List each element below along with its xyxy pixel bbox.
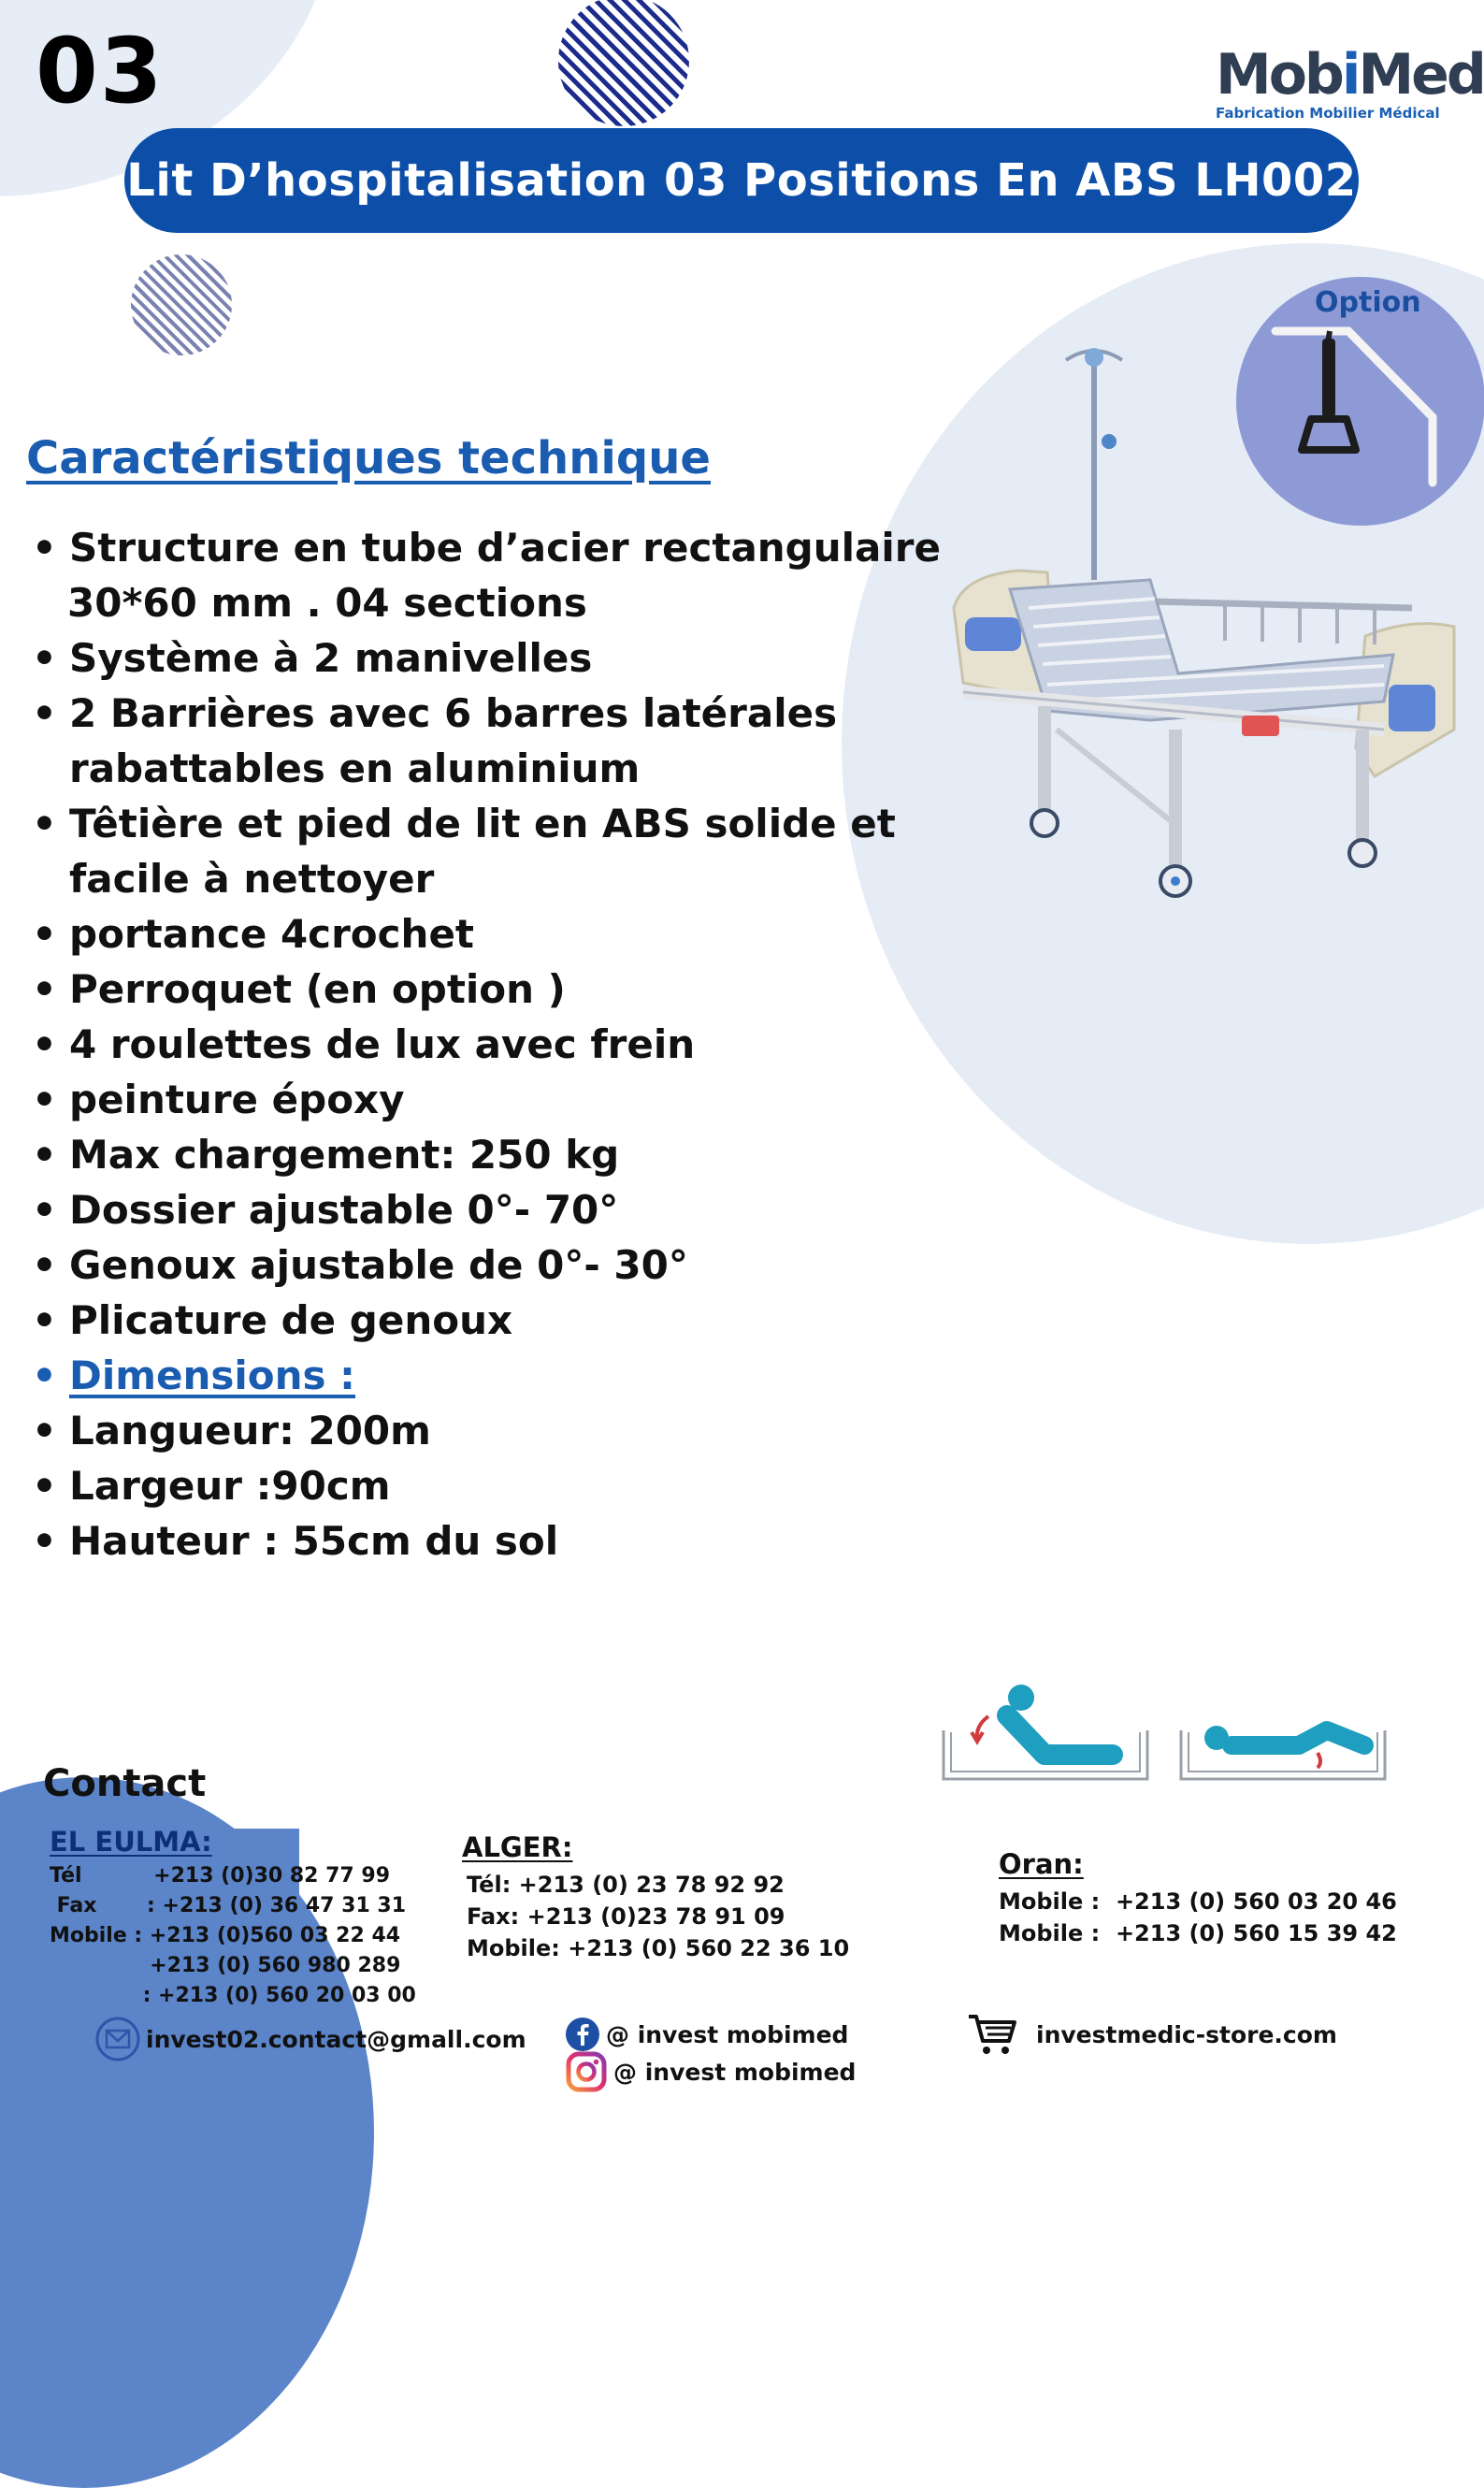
contact-line: Fax: +213 (0)23 78 91 09 xyxy=(467,1903,785,1930)
contact-heading: Contact xyxy=(43,1762,207,1805)
knee-position-icon xyxy=(1181,1726,1385,1779)
contact-line: Fax : +213 (0) 36 47 31 31 xyxy=(50,1894,407,1917)
spec-item: • 2 Barrières avec 6 barres latérales xyxy=(28,686,963,741)
facebook-icon xyxy=(565,2017,600,2052)
spec-item: • Structure en tube d’acier rectangulaire xyxy=(28,520,963,575)
facebook-contact[interactable] xyxy=(565,2017,848,2052)
el-eulma-contacts xyxy=(50,1861,416,2011)
bed-position-icons xyxy=(940,1674,1389,1791)
spec-item: • peinture époxy xyxy=(28,1072,963,1127)
specs-heading: Caractéristiques technique xyxy=(26,432,711,485)
spec-item-continuation: facile à nettoyer xyxy=(69,856,435,902)
specs-list xyxy=(28,520,963,1569)
page-title: Lit D’hospitalisation 03 Positions En ABS LH002 xyxy=(124,128,1359,233)
shopping-cart-icon xyxy=(967,2011,1019,2058)
alger-contacts xyxy=(467,1869,849,1964)
website-link[interactable]: investmedic-store.com xyxy=(1036,2020,1337,2048)
spec-item: • Perroquet (en option ) xyxy=(28,962,963,1017)
email-contact[interactable] xyxy=(95,2017,526,2061)
brand-tagline: Fabrication Mobilier Médical xyxy=(1216,105,1440,122)
facebook-handle[interactable]: @ invest mobimed xyxy=(606,2020,849,2048)
brand-name: MobiMed xyxy=(1216,42,1484,108)
striped-circle-decoration xyxy=(558,0,689,126)
backrest-position-icon xyxy=(944,1685,1147,1779)
spec-item: • Hauteur : 55cm du sol xyxy=(28,1513,963,1569)
spec-item-continuation: 30*60 mm . 04 sections xyxy=(67,580,587,626)
hospital-bed-image xyxy=(944,337,1468,898)
spec-item: • Système à 2 manivelles xyxy=(28,630,963,686)
spec-item: • Largeur :90cm xyxy=(28,1458,963,1513)
oran-contacts xyxy=(999,1886,1397,1949)
contact-line: : +213 (0) 560 20 03 00 xyxy=(50,1984,416,2007)
spec-item: • Genoux ajustable de 0°- 30° xyxy=(28,1237,963,1293)
email-link[interactable]: invest02.contact@gmall.com xyxy=(146,2025,526,2053)
spec-item: • Langueur: 200m xyxy=(28,1403,963,1458)
city-oran: Oran: xyxy=(999,1848,1084,1880)
contact-line: Tél +213 (0)30 82 77 99 xyxy=(50,1864,391,1888)
mail-icon xyxy=(95,2017,140,2061)
contact-line: Mobile: +213 (0) 560 22 36 10 xyxy=(467,1935,850,1961)
spec-item: • Dossier ajustable 0°- 70° xyxy=(28,1182,963,1237)
spec-item-continuation: rabattables en aluminium xyxy=(69,745,641,791)
spec-item: • Têtière et pied de lit en ABS solide et xyxy=(28,796,963,851)
website-contact[interactable] xyxy=(967,2011,1337,2058)
instagram-handle[interactable]: @ invest mobimed xyxy=(613,2058,857,2086)
city-el-eulma: EL EULMA: xyxy=(50,1826,212,1858)
page-number: 03 xyxy=(36,19,165,123)
contact-line: +213 (0) 560 980 289 xyxy=(50,1954,401,1977)
instagram-contact[interactable] xyxy=(565,2050,856,2093)
city-alger: ALGER: xyxy=(462,1831,573,1863)
instagram-icon xyxy=(565,2050,608,2093)
contact-line: Mobile : +213 (0) 560 03 20 46 xyxy=(999,1888,1397,1915)
dimensions-heading: • Dimensions : xyxy=(28,1348,963,1403)
contact-line: Mobile : +213 (0)560 03 22 44 xyxy=(50,1924,401,1947)
option-label: Option xyxy=(1315,286,1421,319)
spec-item: • Plicature de genoux xyxy=(28,1293,963,1348)
spec-item: • Max chargement: 250 kg xyxy=(28,1127,963,1182)
contact-line: Mobile : +213 (0) 560 15 39 42 xyxy=(999,1920,1397,1946)
brand-logo xyxy=(1216,42,1484,122)
contact-line: Tél: +213 (0) 23 78 92 92 xyxy=(467,1872,785,1898)
spec-item: • portance 4crochet xyxy=(28,906,963,962)
striped-circle-decoration-small xyxy=(131,254,232,355)
spec-item: • 4 roulettes de lux avec frein xyxy=(28,1017,963,1072)
